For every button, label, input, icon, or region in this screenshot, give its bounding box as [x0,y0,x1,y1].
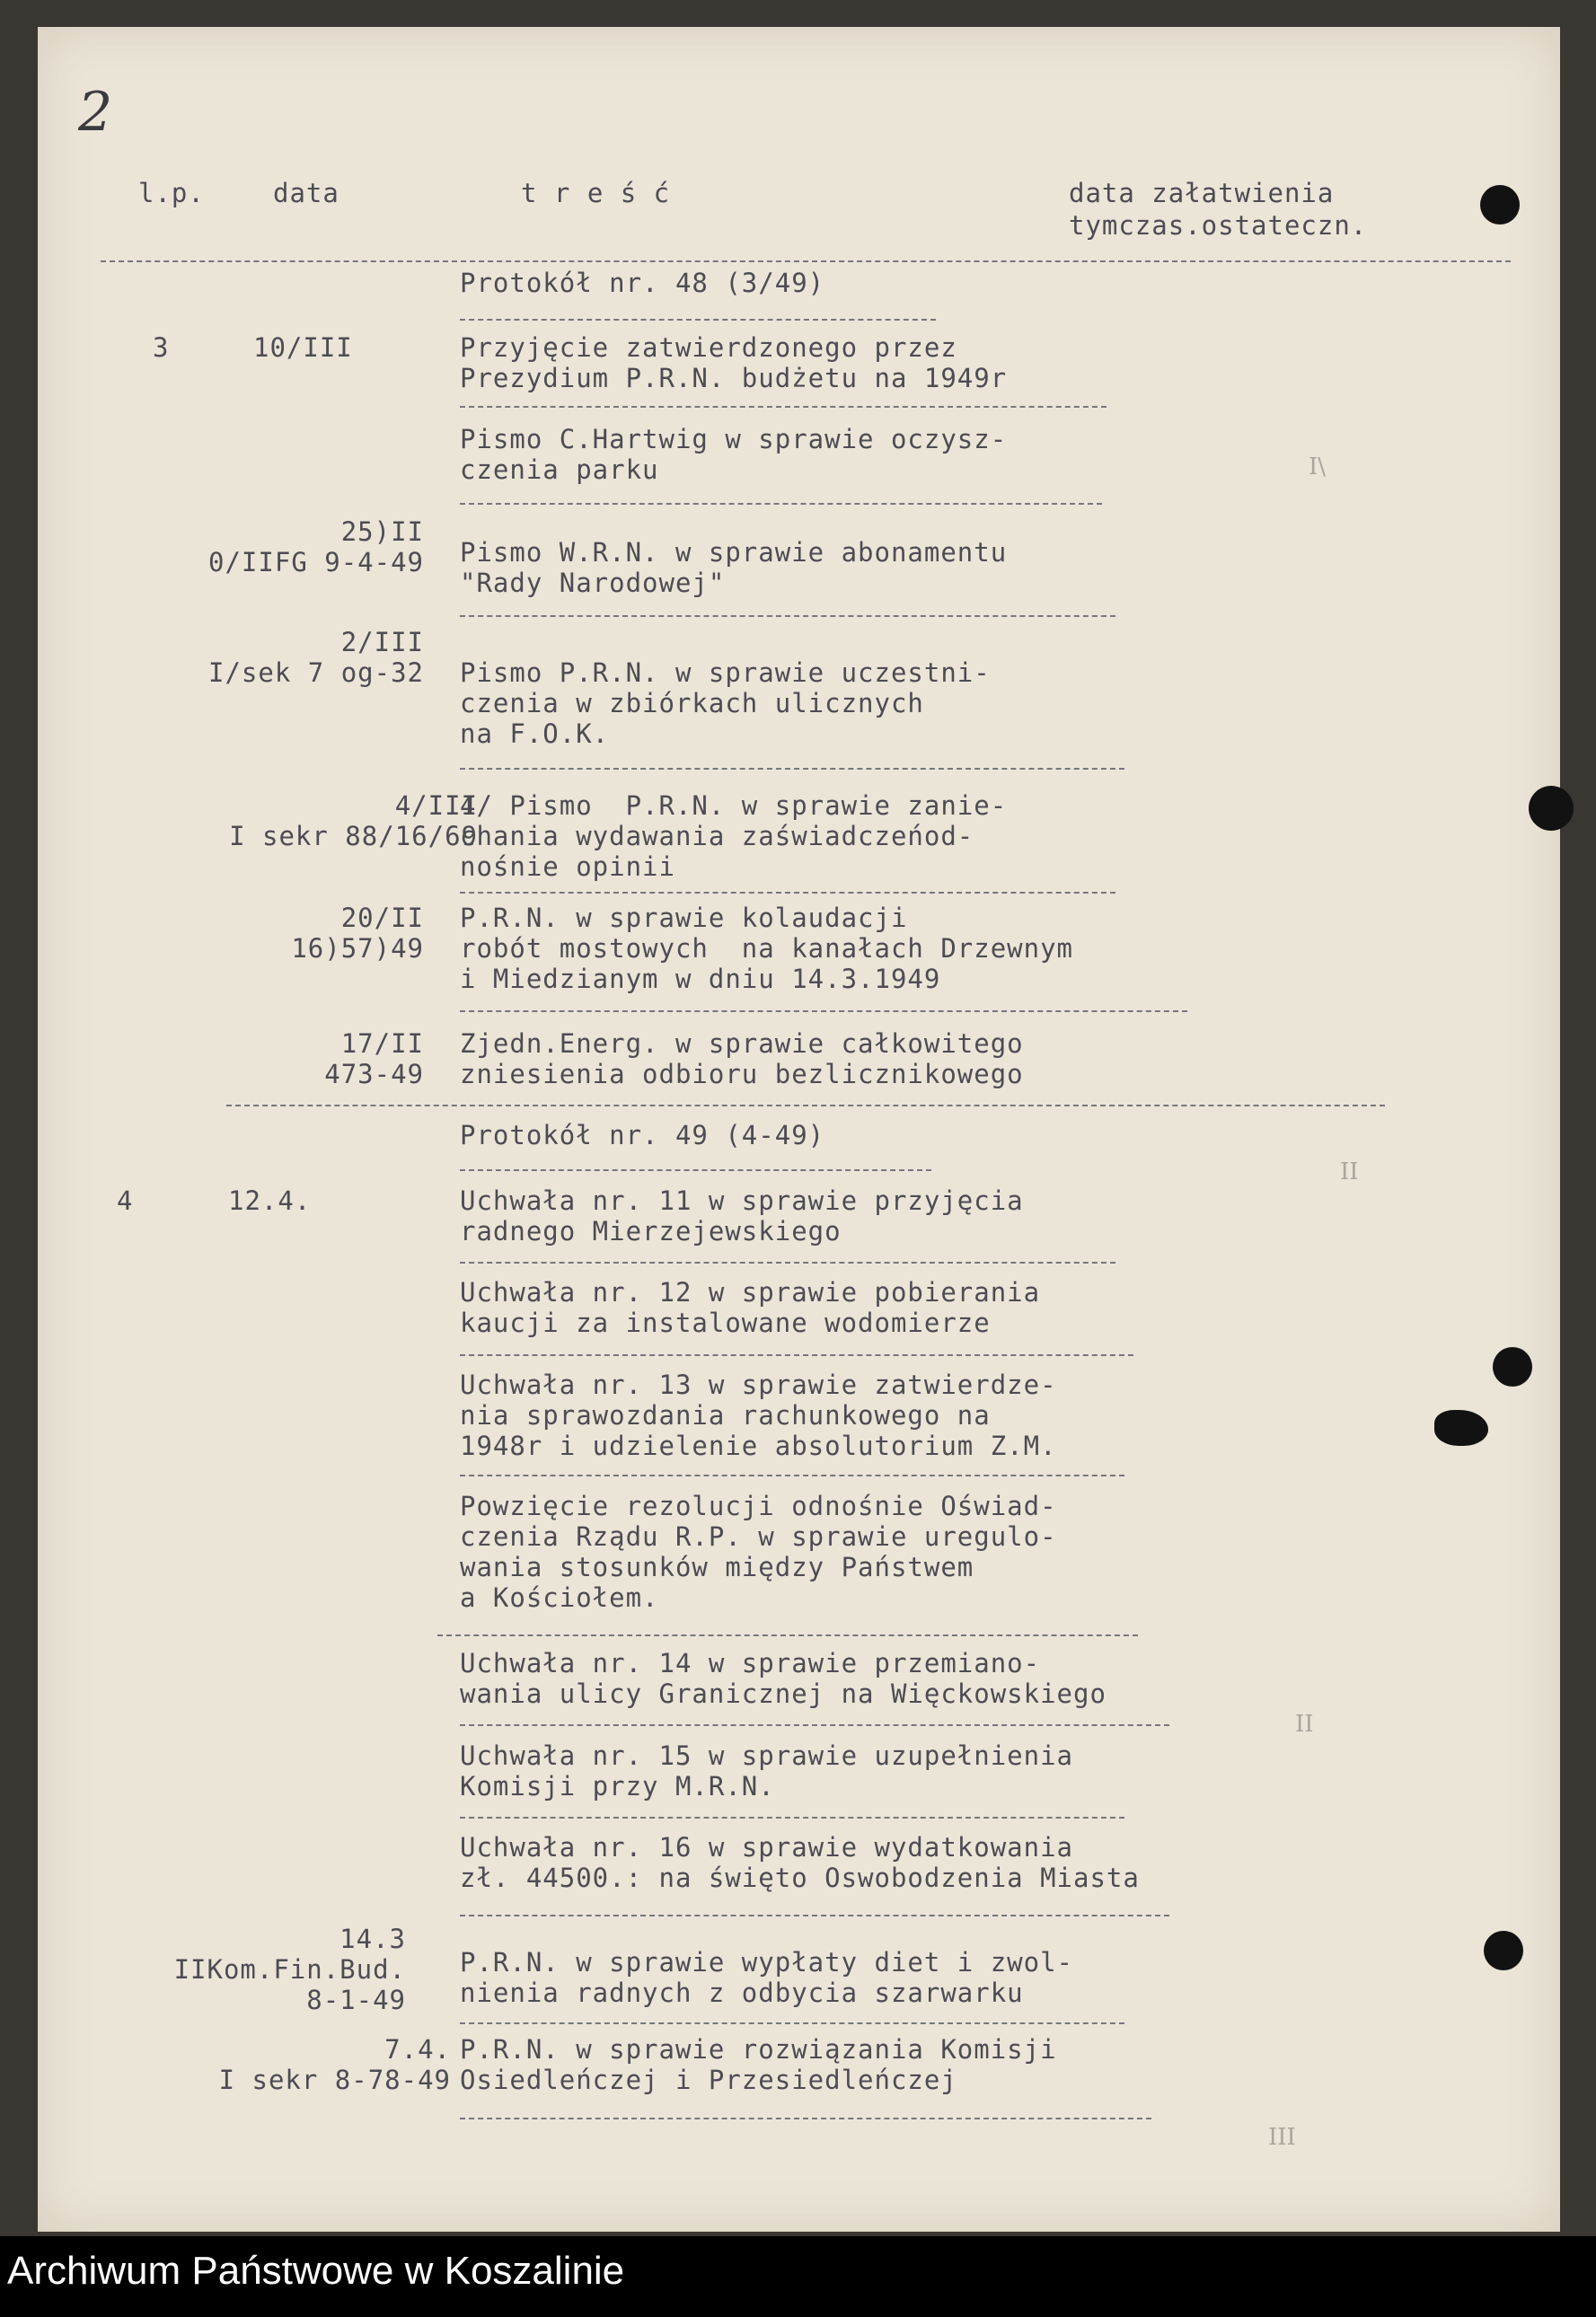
archive-footer [0,2236,1596,2317]
divider [226,1105,1385,1106]
punch-hole [1480,185,1520,225]
header-content: t r e ś ć [521,178,671,208]
entry-lp: 3 [153,332,170,363]
header-lp: l.p. [138,178,205,208]
entry-text: Uchwała nr. 15 w sprawie uzupełnienia Komisji przy M.R.N. [460,1740,1074,1802]
entry-text: Powzięcie rezolucji odnośnie Oświad- czenia Rządu R.P. w sprawie uregulo- wania stosunków między Państwem a Kościołem. [460,1491,1057,1613]
divider [460,1262,1115,1264]
divider [460,1817,1124,1819]
divider [460,1354,1133,1356]
divider [460,768,1124,770]
divider [460,892,1115,894]
divider [460,2022,1124,2024]
divider [460,1724,1169,1726]
punch-hole [1493,1347,1532,1387]
entry-ref: 7.4. I sekr 8-78-49 [218,2034,451,2095]
entry-text: Zjedn.Energ. w sprawie całkowitego zniesienia odbioru bezlicznikowego [460,1028,1024,1089]
divider [460,1915,1169,1916]
entry-text: Pismo P.R.N. w sprawie uczestni- czenia w zbiórkach ulicznych na F.O.K. [460,657,991,749]
margin-mark: I\ [1309,454,1327,480]
header-divider [101,260,1511,262]
divider [437,1634,1138,1636]
entry-text: Uchwała nr. 12 w sprawie pobierania kaucji za instalowane wodomierze [460,1277,1041,1338]
entry-ref: 20/II 16)57)49 [291,903,424,964]
entry-ref: 2/III I/sek 7 og-32 [208,627,424,688]
divider [460,503,1102,505]
punch-hole [1529,786,1574,831]
entry-text: P.R.N. w sprawie kolaudacji robót mostowych na kanałach Drzewnym i Miedzianym w dniu 14.3.1949 [460,903,1074,994]
margin-mark: II [1295,1711,1314,1738]
entry-text: Uchwała nr. 13 w sprawie zatwierdze- nia sprawozdania rachunkowego na 1948r i udzielenie absolutorium Z.M. [460,1370,1057,1461]
entry-text: P.R.N. w sprawie rozwiązania Komisji Osiedleńczej i Przesiedleńczej [460,2034,1057,2095]
divider [460,1169,931,1171]
entry-date: 10/III [253,332,353,363]
divider [460,2118,1151,2119]
header-date: data [273,178,339,208]
punch-hole [1434,1410,1488,1446]
divider [460,615,1115,617]
divider [460,319,936,321]
entry-text: Pismo C.Hartwig w sprawie oczysz- czenia parku [460,424,1008,485]
entry-text: Przyjęcie zatwierdzonego przez Prezydium P.R.N. budżetu na 1949r [460,332,1008,393]
protocol-title-49: Protokół nr. 49 (4-49) [460,1120,825,1150]
entry-text: P.R.N. w sprawie wypłaty diet i zwol- nienia radnych z odbycia szarwarku [460,1947,1074,2008]
header-settle-line1: data załatwienia [1069,178,1335,208]
header-settle-line2: tymczas.ostateczn. [1069,210,1368,241]
protocol-title-48: Protokół nr. 48 (3/49) [460,268,825,298]
entry-text: Uchwała nr. 14 w sprawie przemiano- wania ulicy Granicznej na Więckowskiego [460,1648,1107,1709]
margin-mark: III [1268,2124,1296,2151]
entry-ref: 17/II 473-49 [324,1028,424,1089]
page-number-handwritten: 2 [78,81,113,144]
document-page [38,27,1560,2232]
entry-text: Pismo W.R.N. w sprawie abonamentu "Rady Narodowej" [460,537,1008,598]
punch-hole [1484,1931,1523,1970]
entry-text: 4/ Pismo P.R.N. w sprawie zanie- chania wydawania zaświadczeńod- nośnie opinii [460,790,1008,882]
entry-date: 12.4. [228,1185,312,1216]
entry-text: Uchwała nr. 16 w sprawie wydatkowania zł. 44500.: na święto Oswobodzenia Miasta [460,1832,1140,1893]
entry-lp: 4 [117,1185,134,1216]
divider [460,1475,1124,1476]
margin-mark: II [1340,1158,1359,1185]
divider [460,406,1107,408]
entry-ref: 4/III I sekr 88/16/69 [229,790,478,851]
entry-text: Uchwała nr. 11 w sprawie przyjęcia radnego Mierzejewskiego [460,1185,1024,1247]
entry-ref: 25)II 0/IIFG 9-4-49 [208,516,424,577]
divider [460,1010,1187,1012]
archive-name: Archiwum Państwowe w Koszalinie [7,2249,625,2293]
entry-ref: 14.3 IIKom.Fin.Bud. 8-1-49 [173,1924,406,2015]
